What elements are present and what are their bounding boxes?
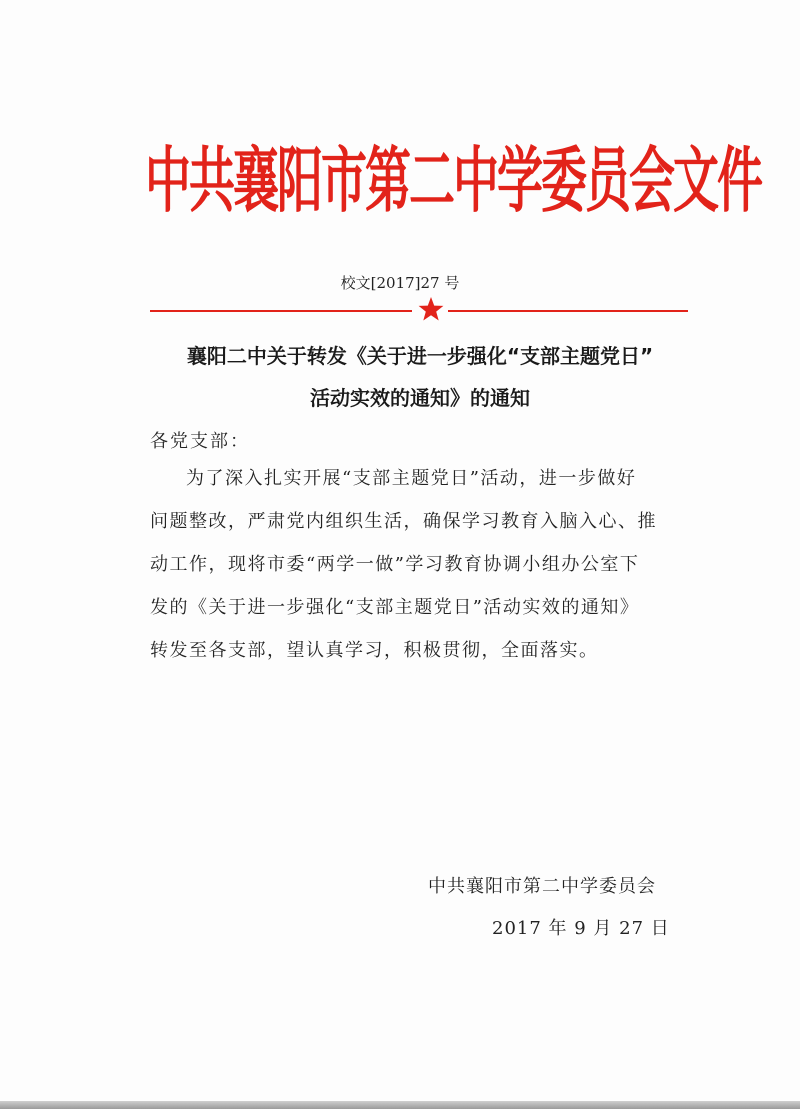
body-paragraph-line: 转发至各支部，望认真学习，积极贯彻，全面落实。 — [150, 640, 599, 661]
document-header-title: 中共襄阳市第二中学委员会文件 — [145, 138, 761, 222]
document-title-line-2: 活动实效的通知》的通知 — [310, 386, 530, 410]
document-number: 校文[2017]27 号 — [340, 274, 460, 292]
body-paragraph-line: 动工作，现将市委“两学一做”学习教育协调小组办公室下 — [150, 554, 640, 575]
signature-organization: 中共襄阳市第二中学委员会 — [428, 876, 656, 897]
header-rule-right — [448, 310, 688, 312]
document-title-line-1: 襄阳二中关于转发《关于进一步强化“支部主题党日” — [186, 344, 654, 368]
body-paragraph-line: 为了深入扎实开展“支部主题党日”活动，进一步做好 — [186, 468, 637, 489]
star-icon — [418, 296, 444, 322]
body-paragraph-line: 发的《关于进一步强化“支部主题党日”活动实效的通知》 — [150, 597, 640, 618]
signature-date: 2017 年 9 月 27 日 — [492, 918, 670, 939]
header-rule-left — [150, 310, 412, 312]
scan-bottom-edge — [0, 1101, 800, 1109]
salutation: 各党支部： — [150, 431, 250, 452]
body-paragraph-line: 问题整改，严肃党内组织生活，确保学习教育入脑入心、推 — [150, 511, 657, 532]
